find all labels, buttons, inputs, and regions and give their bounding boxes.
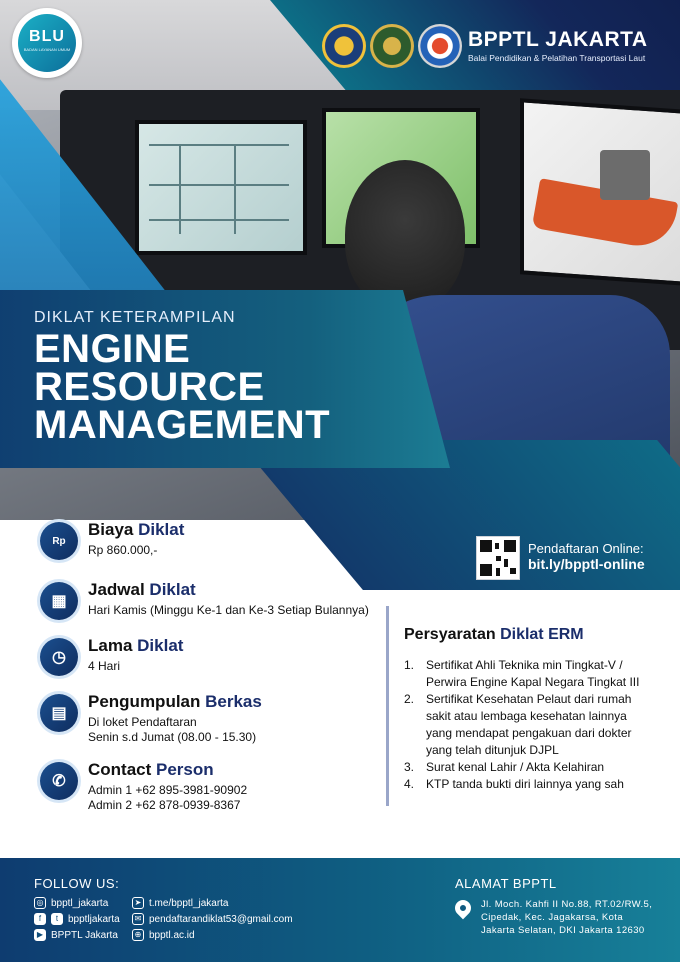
instagram-icon: ◎ bbox=[34, 897, 46, 909]
facebook-twitter-link[interactable]: f t bpptljakarta bbox=[34, 913, 120, 925]
rp-icon: Rp bbox=[40, 522, 78, 560]
globe-icon: ⊕ bbox=[132, 929, 144, 941]
course-kicker: DIKLAT KETERAMPILAN bbox=[34, 309, 236, 326]
brand-title: BPPTL JAKARTA bbox=[468, 28, 648, 51]
brand-subtitle: Balai Pendidikan & Pelatihan Transportasi Laut bbox=[468, 53, 646, 63]
email-link[interactable]: ✉ pendaftarandiklat53@gmail.com bbox=[132, 913, 293, 925]
trainee-silhouette bbox=[345, 160, 465, 310]
list-item: 4. KTP tanda bukti diri lainnya yang sah bbox=[404, 777, 624, 791]
divider bbox=[386, 606, 389, 806]
calendar-icon: ▦ bbox=[40, 582, 78, 620]
twitter-icon: t bbox=[51, 913, 63, 925]
telegram-icon: ➤ bbox=[132, 897, 144, 909]
registration-label: Pendaftaran Online: bbox=[528, 541, 644, 556]
bpsdm-emblem-icon bbox=[418, 24, 462, 68]
address-label: ALAMAT BPPTL bbox=[455, 876, 557, 891]
course-title: ENGINE RESOURCE MANAGEMENT bbox=[34, 327, 331, 447]
youtube-icon: ▶ bbox=[34, 929, 46, 941]
requirements-title: Persyaratan Diklat ERM bbox=[404, 626, 584, 643]
instagram-link[interactable]: ◎ bpptl_jakarta bbox=[34, 897, 108, 909]
facebook-icon: f bbox=[34, 913, 46, 925]
telegram-link[interactable]: ➤ t.me/bpptl_jakarta bbox=[132, 897, 229, 909]
list-item: 1. Sertifikat Ahli Teknika min Tingkat-V / Perwira Engine Kapal Negara Tingkat III bbox=[404, 658, 640, 689]
requirements-list bbox=[404, 657, 654, 793]
mail-icon: ✉ bbox=[132, 913, 144, 925]
youtube-link[interactable]: ▶ BPPTL Jakarta bbox=[34, 929, 118, 941]
address-text: Jl. Moch. Kahfi II No.88, RT.02/RW.5, Cipedak, Kec. Jagakarsa, Kota Jakarta Selatan, DKI Jakarta 12630 bbox=[481, 899, 653, 936]
clock-icon: ◷ bbox=[40, 638, 78, 676]
qr-code[interactable] bbox=[476, 536, 520, 580]
follow-us-label: FOLLOW US: bbox=[34, 876, 120, 891]
document-icon: ▤ bbox=[40, 694, 78, 732]
blu-logo: BLU BADAN LAYANAN UMUM bbox=[12, 8, 82, 78]
list-item: 2. Sertifikat Kesehatan Pelaut dari rumah sakit atau lembaga kesehatan lainnya yang mendapat pengakuan dari dokter yang telah ditunjuk DJPL bbox=[404, 692, 632, 757]
whatsapp-icon: ✆ bbox=[40, 762, 78, 800]
sea-transport-emblem-icon bbox=[370, 24, 414, 68]
registration-link[interactable]: bit.ly/bpptl-online bbox=[528, 556, 645, 572]
monitor-diagram bbox=[135, 120, 307, 255]
ministry-emblem-icon bbox=[322, 24, 366, 68]
website-link[interactable]: ⊕ bpptl.ac.id bbox=[132, 929, 195, 941]
poster: BLU BADAN LAYANAN UMUM BPPTL JAKARTA Balai Pendidikan & Pelatihan Transportasi Laut DIKLAT KETERAMPILAN ENGINE RESOURCE MANAGEMENT Pendaftaran Online: bit.ly/bpptl-online Rp Biaya Diklat Rp 860.000,- ▦ Jadwal Diklat Hari Kamis (Minggu Ke-1 dan Ke-3 Setiap Bulannya) ◷ Lama Diklat 4 Hari ▤ Pengumpulan Berkas Di loket Pendaftaran Senin s.d Jumat (08.00 - 15.30) ✆ Contact Person Admin 1 +62 895-3981-90902 Admin 2 +62 878-0939-8367 Persyaratan Diklat ERM 1. Sertifikat Ahli Teknika min Tingkat-V / Perwira Engine Kapal Negara Tingkat III 2. Sertifikat Kesehatan Pelaut dari rumah sakit atau lembaga kesehatan lainnya yang mendapat pengakuan dari dokter yang telah ditunjuk DJPL 3. Surat kenal Lahir / Akta Kelahiran 4. KTP tanda bukti diri lainnya yang sah FOLLOW US: ◎ bpptl_jakarta f t bpptljakarta ▶ BPPTL Jakarta ➤ t.me/bpptl_jakarta ✉ pendaftarandiklat53@gmail.com ⊕ bpptl.ac.id ALAMAT BPPTL Jl. Moch. Kahfi II No.88, RT.02/RW.5, Cipedak, Kec. Jagakarsa, Kota Jakarta Selatan, DKI Jakarta 12630 bbox=[0, 0, 680, 962]
list-item: 3. Surat kenal Lahir / Akta Kelahiran bbox=[404, 760, 605, 774]
